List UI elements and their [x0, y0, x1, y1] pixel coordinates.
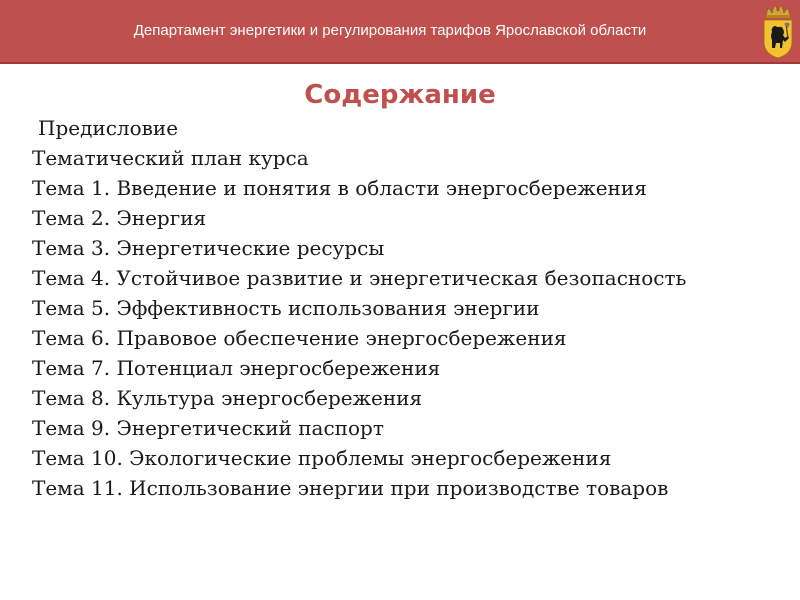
- toc-item-topic-3: Тема 3. Энергетические ресурсы: [32, 236, 385, 260]
- toc-item-topic-9: Тема 9. Энергетический паспорт: [32, 416, 384, 440]
- toc-item-topic-10: Тема 10. Экологические проблемы энергосбережения: [32, 446, 612, 470]
- header-band: [0, 0, 800, 64]
- toc-item-topic-4: Тема 4. Устойчивое развитие и энергетическая безопасность: [32, 266, 687, 290]
- toc-item-topic-6: Тема 6. Правовое обеспечение энергосбережения: [32, 326, 567, 350]
- toc-item-topic-5: Тема 5. Эффективность использования энергии: [32, 296, 540, 320]
- yaroslavl-coat-of-arms-icon: [758, 2, 798, 60]
- page-title: Содержание: [304, 80, 496, 110]
- toc-item-topic-8: Тема 8. Культура энергосбережения: [32, 386, 423, 410]
- toc-item-preface: Предисловие: [38, 116, 179, 140]
- toc-item-topic-7: Тема 7. Потенциал энергосбережения: [32, 356, 441, 380]
- toc-item-topic-1: Тема 1. Введение и понятия в области энергосбережения: [32, 176, 647, 200]
- header-title: Департамент энергетики и регулирования тарифов Ярославской области: [133, 22, 647, 39]
- toc-item-topic-11: Тема 11. Использование энергии при производстве товаров: [32, 476, 669, 500]
- toc-item-topic-2: Тема 2. Энергия: [32, 206, 207, 230]
- table-of-contents: [32, 116, 762, 506]
- toc-item-course-plan: Тематический план курса: [32, 146, 309, 170]
